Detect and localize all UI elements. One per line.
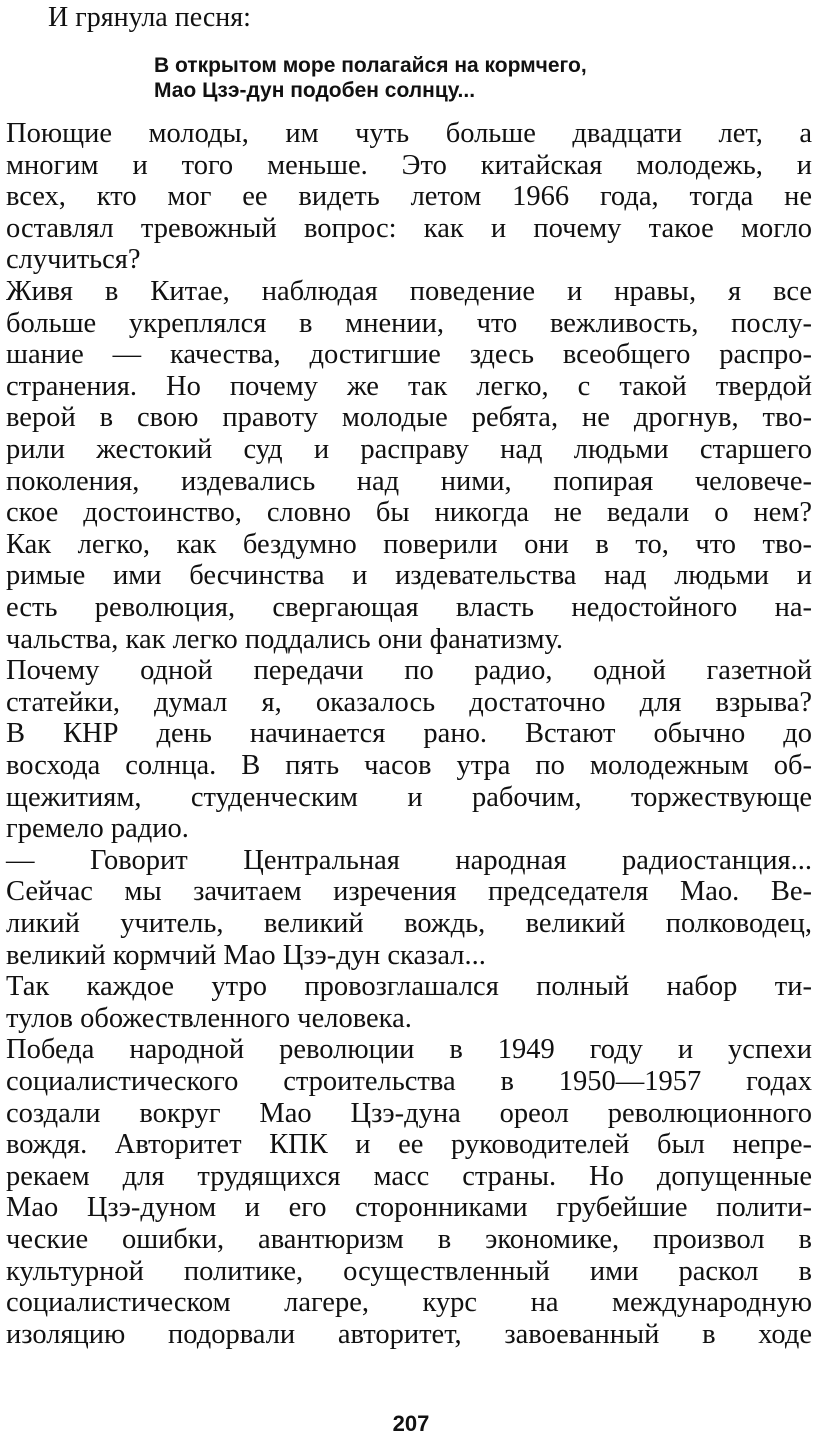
text-line: оставлял тревожный вопрос: как и почему такое могло [6, 212, 812, 244]
text-line: культурной политике, осуществленный ими раскол в [6, 1255, 812, 1287]
text-line: Сейчас мы зачитаем изречения председателя Мао. Ве- [6, 876, 812, 908]
text-line: верой в свою правоту молодые ребята, не дрогнув, тво- [6, 402, 812, 434]
verse-line: В открытом море полагайся на кормчего, [154, 54, 587, 77]
text-line: ческие ошибки, авантюризм в экономике, произвол в [6, 1224, 812, 1255]
text-line: случиться? [6, 244, 141, 276]
text-line: всех, кто мог ее видеть летом 1966 года, тогда не [6, 181, 812, 213]
text-line: рекаем для трудящихся масс страны. Но допущенные [6, 1160, 812, 1192]
page-number: 207 [392, 1411, 430, 1436]
text-line: ликий учитель, великий вождь, великий полководец, [6, 908, 812, 939]
song-intro: И грянула песня: [48, 2, 251, 33]
text-line: римые ими бесчинства и издевательства над людьми и [6, 560, 812, 592]
verse-line: Мао Цзэ-дун подобен солнцу... [154, 79, 476, 102]
text-line: Почему одной передачи по радио, одной газетной [6, 655, 812, 687]
text-line: Мао Цзэ-дуном и его сторонниками грубейшие полити- [6, 1192, 812, 1224]
text-line: Так каждое утро провозглашался полный набор ти- [6, 971, 812, 1003]
text-line: статейки, думал я, оказалось достаточно для взрыва? [6, 686, 812, 718]
text-line: вождя. Авторитет КПК и ее руководителей был непре- [6, 1129, 812, 1161]
text-line: рили жестокий суд и расправу над людьми старшего [6, 434, 812, 465]
text-line: больше укреплялся в мнении, что вежливость, послу- [6, 307, 812, 339]
text-line: Победа народной революции в 1949 году и успехи [6, 1034, 812, 1066]
text-line: Живя в Китае, наблюдая поведение и нравы, я все [6, 276, 812, 307]
text-line: щежитиям, студенческим и рабочим, торжествующе [6, 781, 812, 813]
text-line: ское достоинство, словно бы никогда не ведали о нем? [6, 497, 812, 529]
text-line: Поющие молоды, им чуть больше двадцати лет, а [6, 118, 812, 149]
text-line: чальства, как легко поддались они фанатизму. [6, 623, 564, 655]
text-line: В КНР день начинается рано. Встают обычно до [6, 718, 812, 750]
text-line: великий кормчий Мао Цзэ-дун сказал... [6, 939, 486, 971]
text-line: социалистического строительства в 1950—1957 годах [6, 1066, 812, 1097]
text-line: многим и того меньше. Это китайская молодежь, и [6, 149, 812, 181]
text-line: гремело радио. [6, 813, 189, 845]
text-line: социалистическом лагере, курс на международную [6, 1287, 812, 1319]
text-line: странения. Но почему же так легко, с такой твердой [6, 370, 812, 402]
text-line: восхода солнца. В пять часов утра по молодежным об- [6, 750, 812, 781]
text-line: Как легко, как бездумно поверили они в то, что тво- [6, 528, 812, 560]
text-line: создали вокруг Мао Цзэ-дуна ореол революционного [6, 1097, 812, 1129]
text-line: есть революция, свергающая власть недостойного на- [6, 592, 812, 623]
text-line: — Говорит Центральная народная радиостанция... [6, 844, 812, 876]
text-line: шание — качества, достигшие здесь всеобщего распро- [6, 339, 812, 371]
text-line: поколения, издевались над ними, попирая человече- [6, 465, 812, 497]
text-line: изоляцию подорвали авторитет, завоеванный в ходе [6, 1318, 812, 1350]
text-line: тулов обожествленного человека. [6, 1002, 412, 1034]
